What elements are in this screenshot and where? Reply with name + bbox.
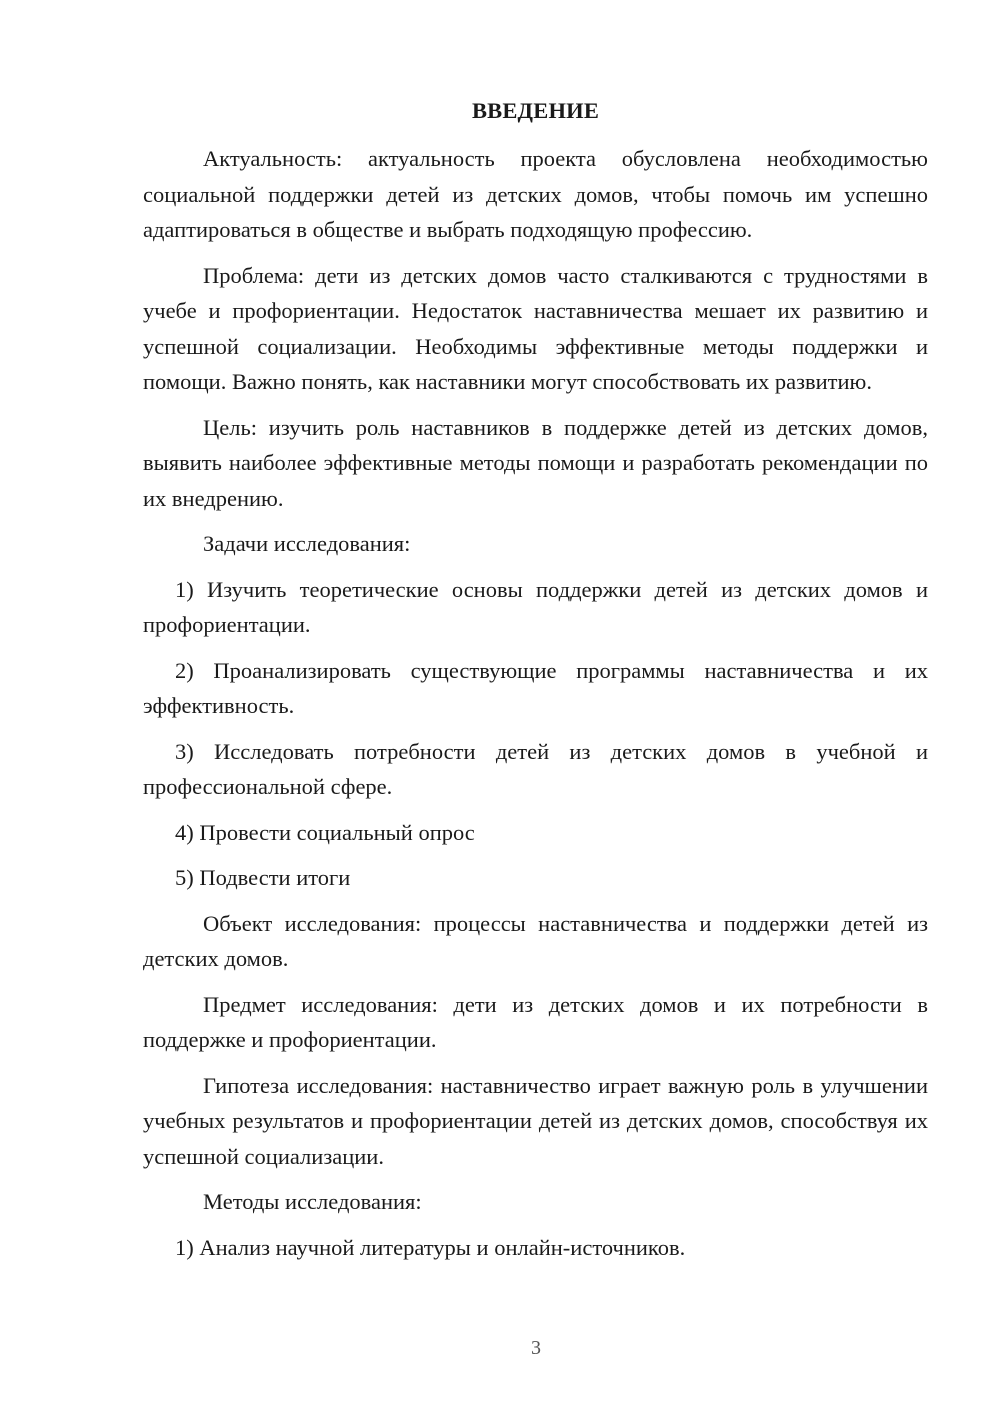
page-number: 3 [531, 1337, 541, 1359]
task-item: 4) Провести социальный опрос [175, 819, 475, 845]
methods-heading: Методы исследования: [203, 1189, 422, 1214]
relevance-paragraph: Актуальность: актуальность проекта обусловлена необходимостью социальной поддержки детей из детских домов, чтобы помочь им успешно адаптироваться в обществе и выбрать подходящую профессию. [143, 146, 928, 242]
goal-paragraph: Цель: изучить роль наставников в поддержке детей из детских домов, выявить наиболее эффективные методы помощи и разработать рекомендации по их внедрению. [143, 414, 928, 511]
hypothesis-paragraph: Гипотеза исследования: наставничество играет важную роль в улучшении учебных результатов и профориентации детей из детских домов, способствуя их успешной социализации. [143, 1072, 928, 1169]
method-item: 1) Анализ научной литературы и онлайн-источников. [175, 1234, 686, 1260]
task-item: 2) Проанализировать существующие программы наставничества и их эффективность. [143, 657, 928, 718]
page-title: ВВЕДЕНИЕ [471, 98, 600, 123]
object-paragraph: Объект исследования: процессы наставничества и поддержки детей из детских домов. [143, 910, 928, 971]
subject-paragraph: Предмет исследования: дети из детских домов и их потребности в поддержке и профориентации. [143, 991, 928, 1052]
task-item: 1) Изучить теоретические основы поддержки детей из детских домов и профориентации. [143, 576, 928, 637]
task-item: 5) Подвести итоги [175, 865, 351, 890]
page-content [143, 96, 928, 1265]
problem-paragraph: Проблема: дети из детских домов часто сталкиваются с трудностями в учебе и профориентации. Недостаток наставничества мешает их развитию и успешной социализации. Необходимы эффективные методы поддержки и помощи. Важно понять, как наставники могут способствовать их развитию. [143, 262, 928, 394]
task-item: 3) Исследовать потребности детей из детских домов в учебной и профессиональной сфере. [143, 738, 928, 799]
tasks-heading: Задачи исследования: [203, 531, 411, 556]
